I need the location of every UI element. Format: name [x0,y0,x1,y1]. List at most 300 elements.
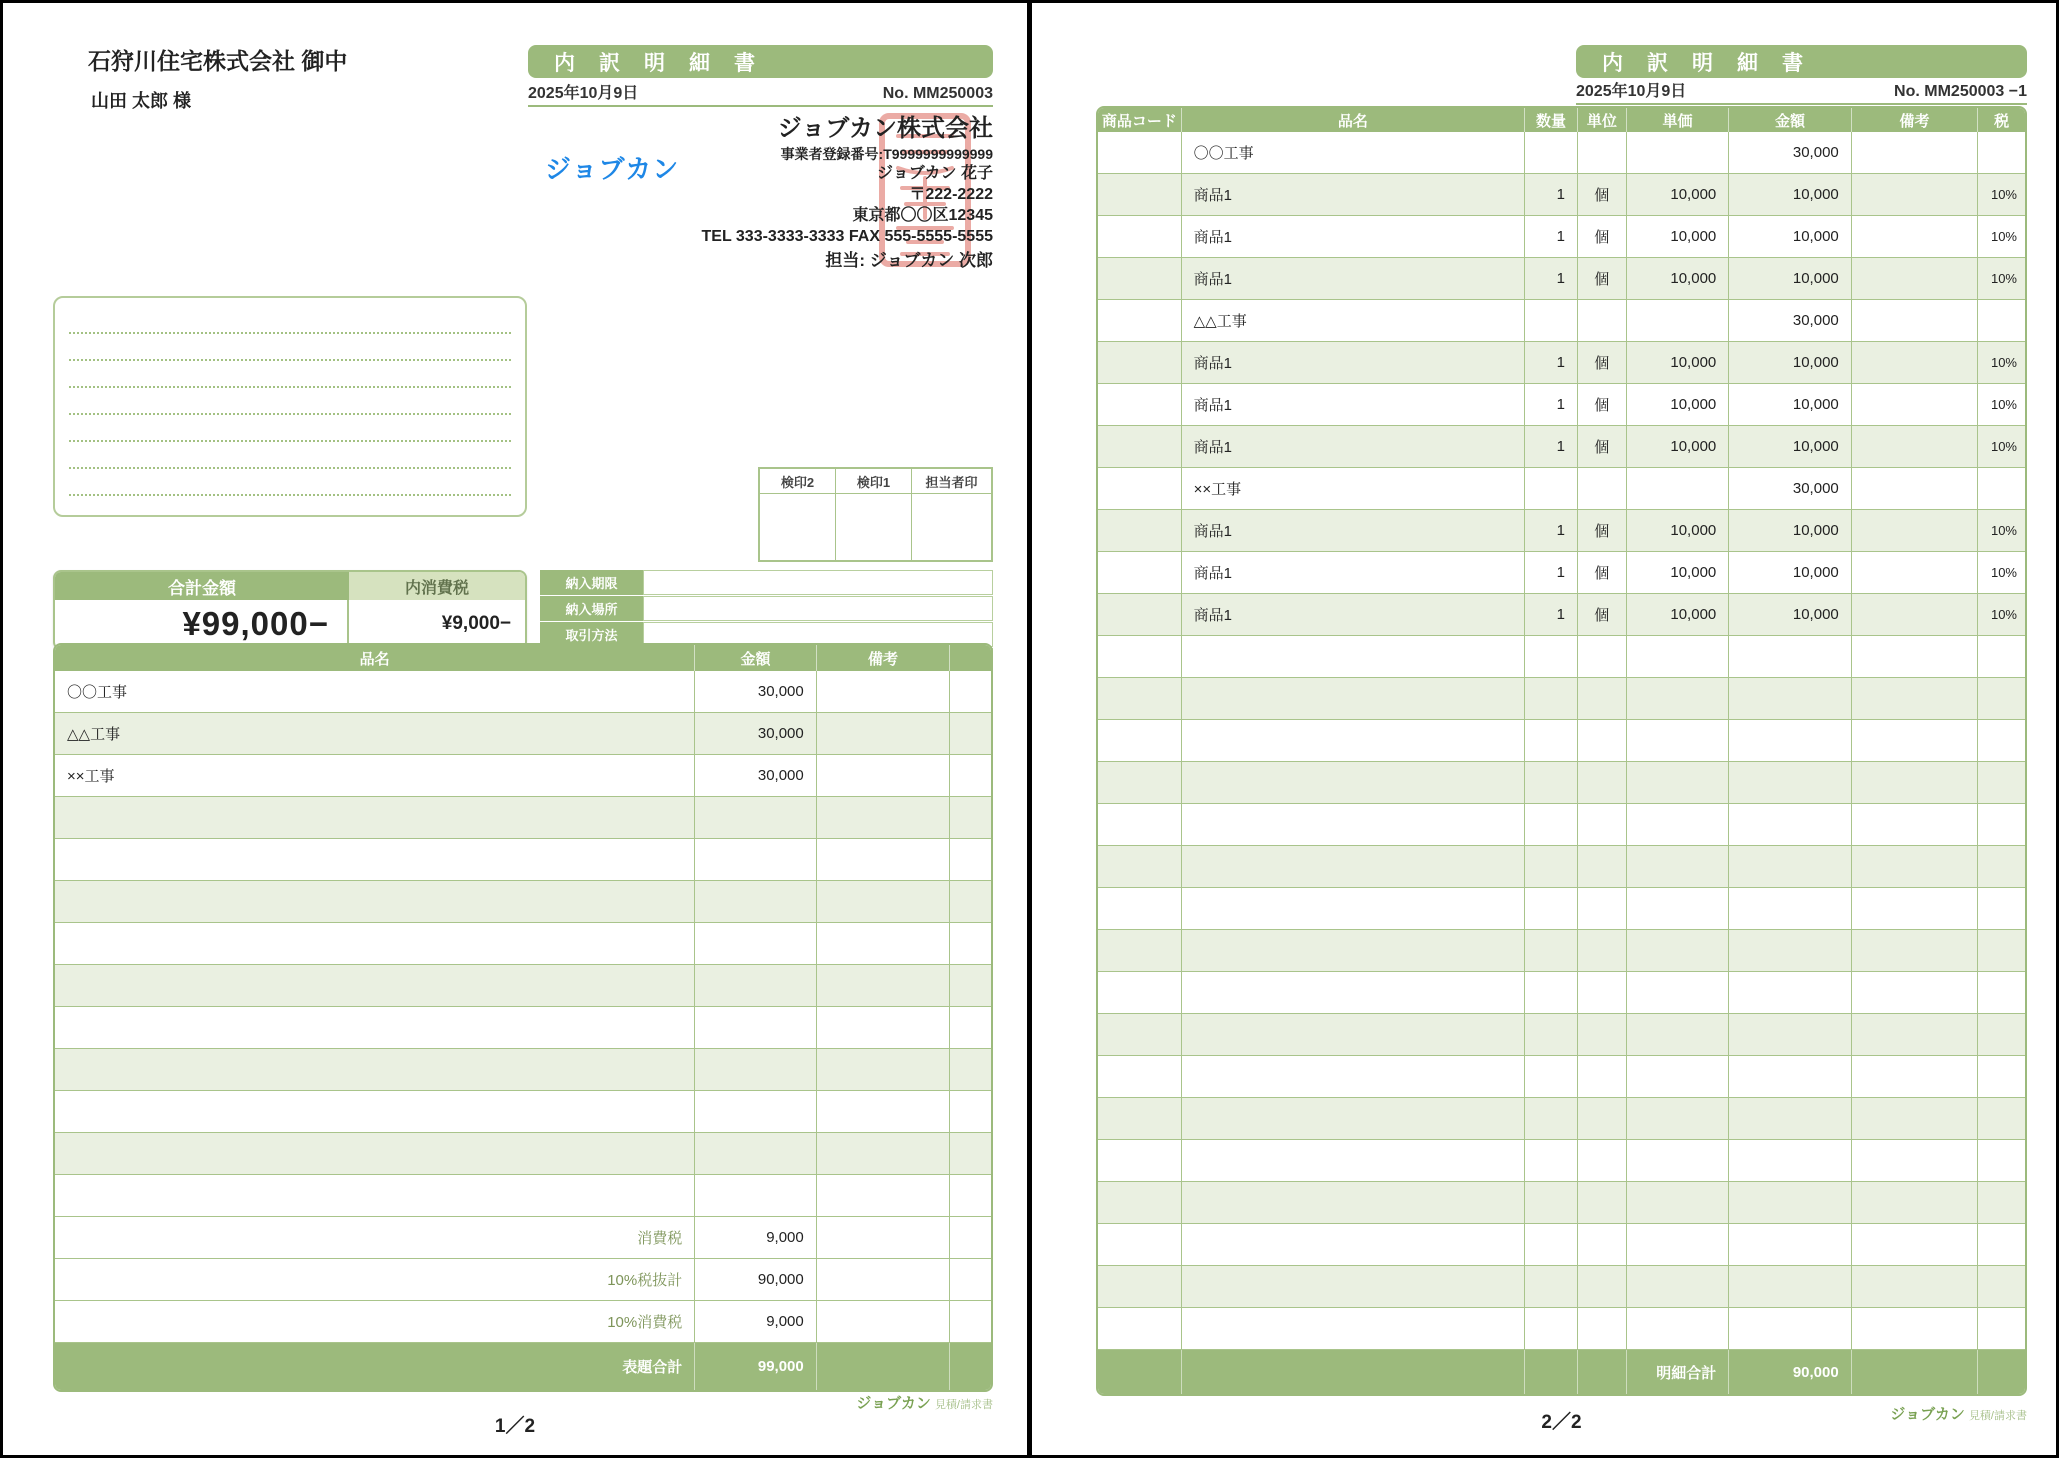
tax-rate-cell [1978,972,2025,1013]
note-cell [1852,132,1978,173]
table-row [55,671,991,713]
item-name-cell: △△工事 [1182,300,1525,341]
unit-cell [1578,678,1627,719]
column-header-note: 備考 [817,645,950,671]
note-cell [1852,972,1978,1013]
table-row [1098,720,2025,762]
total-label: 明細合計 [1627,1350,1730,1394]
blank-cell [950,671,991,712]
issuer-postal-code: 〒222-2222 [909,186,993,204]
note-cell [1852,1098,1978,1139]
document-title-banner: 内訳明細書 [1576,45,2027,78]
amount-cell: 10,000 [1729,384,1852,425]
item-name-cell [1182,678,1525,719]
item-name-cell [55,1049,695,1090]
amount-cell [695,1049,817,1090]
note-cell [1852,678,1978,719]
tax-rate-cell [1978,636,2025,677]
table-row [1098,1098,2025,1140]
tax-rate-cell [1978,678,2025,719]
product-code-cell [1098,1182,1182,1223]
note-cell [1852,216,1978,257]
unit-cell: 個 [1578,426,1627,467]
approval-seal-cell [912,494,991,560]
unit-price-cell: 10,000 [1627,342,1730,383]
note-cell [1852,300,1978,341]
item-name-cell: △△工事 [55,713,695,754]
quantity-cell: 1 [1525,594,1578,635]
unit-price-cell [1627,1308,1730,1349]
blank-cell [950,839,991,880]
approval-header: 検印1 [836,469,912,493]
item-name-cell [55,881,695,922]
memo-dotted-line [69,440,511,442]
quantity-cell: 1 [1525,426,1578,467]
tax-rate-cell: 10% [1990,187,2017,202]
amount-cell: 10,000 [1729,594,1852,635]
tax-rate-cell [1978,930,2025,971]
item-name-cell [1182,1266,1525,1307]
table-row [55,965,991,1007]
item-name-cell [1182,1182,1525,1223]
table-row [1098,888,2025,930]
note-cell [817,713,950,754]
summary-amount: 90,000 [695,1259,817,1300]
unit-price-cell [1627,1056,1730,1097]
table-header-row [1098,108,2025,132]
amount-cell: 10,000 [1729,510,1852,551]
product-code-cell [1098,552,1182,593]
product-code-cell [1098,846,1182,887]
unit-cell: 個 [1578,216,1627,257]
tax-rate-cell: 10% [1990,523,2017,538]
item-name-cell [1182,930,1525,971]
column-header-note: 備考 [1852,108,1978,132]
grand-total-value: ¥99,000− [55,600,349,648]
blank-cell [950,923,991,964]
note-cell [1852,552,1978,593]
unit-cell [1578,762,1627,803]
approval-seal-cell [836,494,912,560]
issue-date: 2025年10月9日 [528,85,639,102]
note-cell [817,923,950,964]
tax-rate-cell [1978,804,2025,845]
note-cell [817,1049,950,1090]
amount-cell [695,965,817,1006]
page-1 [3,3,1027,1455]
amount-cell [695,923,817,964]
footer-doc-type: 見積/請求書 [1968,1410,2027,1422]
quantity-cell [1525,804,1578,845]
tax-rate-cell [1978,1266,2025,1307]
memo-dotted-line [69,467,511,469]
amount-cell [1729,636,1852,677]
note-cell [817,1133,950,1174]
product-code-cell [1098,804,1182,845]
unit-cell [1578,1014,1627,1055]
customer-person: 山田 太郎 様 [91,91,192,111]
item-name-cell [1182,762,1525,803]
unit-cell [1578,1308,1627,1349]
table-row [1098,174,2025,216]
quantity-cell [1525,1266,1578,1307]
quantity-cell [1525,888,1578,929]
total-amount: 99,000 [695,1343,817,1390]
unit-cell [1578,1224,1627,1265]
product-code-cell [1098,510,1182,551]
footer-brand-name: ジョブカン [1890,1406,1965,1423]
amount-cell: 10,000 [1729,216,1852,257]
table-row [55,1091,991,1133]
unit-price-cell [1627,1266,1730,1307]
unit-cell: 個 [1578,258,1627,299]
table-row [1098,1308,2025,1350]
customer-company: 石狩川住宅株式会社 御中 [88,48,348,74]
amount-cell: 30,000 [1729,300,1852,341]
unit-price-cell: 10,000 [1627,594,1730,635]
unit-cell [1578,1056,1627,1097]
column-header-product-code: 商品コード [1098,108,1182,132]
product-code-cell [1098,1308,1182,1349]
unit-price-cell: 10,000 [1627,258,1730,299]
note-cell [1852,1308,1978,1349]
document-number: No. MM250003 −1 [1894,83,2027,100]
amount-cell [1729,972,1852,1013]
product-code-cell [1098,174,1182,215]
memo-dotted-line [69,413,511,415]
note-cell [1852,1014,1978,1055]
quantity-cell: 1 [1525,258,1578,299]
amount-cell [1729,1308,1852,1349]
footer-brand-name: ジョブカン [856,1395,931,1412]
amount-cell [1729,804,1852,845]
table-row [55,713,991,755]
unit-price-cell [1627,1098,1730,1139]
item-name-cell: 商品1 [1182,384,1525,425]
product-code-cell [1098,300,1182,341]
item-name-cell: 〇〇工事 [55,671,695,712]
approval-header: 担当者印 [925,474,978,490]
date-row [528,81,993,107]
table-row [1098,342,2025,384]
unit-cell: 個 [1578,594,1627,635]
table-row [1098,1224,2025,1266]
unit-cell [1578,636,1627,677]
tax-rate-cell [1978,468,2025,509]
table-row [1098,384,2025,426]
product-code-cell [1098,384,1182,425]
unit-price-cell: 10,000 [1627,384,1730,425]
product-code-cell [1098,678,1182,719]
amount-cell [1729,1140,1852,1181]
quantity-cell: 1 [1525,552,1578,593]
column-header-item: 品名 [1182,108,1526,132]
unit-cell [1578,720,1627,761]
item-name-cell: 商品1 [1182,594,1525,635]
column-header-item: 品名 [55,645,695,671]
item-name-cell: 商品1 [1182,216,1525,257]
page-indicator: 2／2 [1541,1412,1582,1433]
amount-cell: 10,000 [1729,174,1852,215]
product-code-cell [1098,930,1182,971]
document-number: No. MM250003 [882,85,993,102]
note-cell [1852,846,1978,887]
item-name-cell: 商品1 [1182,510,1525,551]
item-name-cell [1182,972,1525,1013]
table-row [1098,552,2025,594]
amount-cell [1729,846,1852,887]
tax-rate-cell [1978,1182,2025,1223]
issue-date: 2025年10月9日 [1576,83,1687,100]
table-row [1098,972,2025,1014]
table-row [55,839,991,881]
unit-price-cell [1627,804,1730,845]
blank-cell [950,1133,991,1174]
product-code-cell [1098,216,1182,257]
note-cell [1852,888,1978,929]
table-row [55,1049,991,1091]
unit-price-cell [1627,300,1730,341]
terms-row [540,570,993,595]
note-cell [817,755,950,796]
summary-amount: 9,000 [695,1301,817,1342]
total-label: 表題合計 [55,1343,695,1390]
approval-header-row [760,469,991,494]
approval-seal-table [758,467,993,562]
amount-cell [1729,678,1852,719]
grand-total-label: 合計金額 [55,572,349,600]
amount-cell [695,839,817,880]
amount-cell [1729,720,1852,761]
item-name-cell: 商品1 [1182,258,1525,299]
product-code-cell [1098,888,1182,929]
product-code-cell [1098,594,1182,635]
note-cell [817,965,950,1006]
table-body [55,671,991,1217]
tax-rate-cell [1978,1098,2025,1139]
quantity-cell [1525,1224,1578,1265]
terms-label: 取引方法 [540,622,643,647]
unit-cell [1578,132,1627,173]
table-row [1098,426,2025,468]
quantity-cell: 1 [1525,510,1578,551]
amount-cell [1729,1182,1852,1223]
tax-rate-cell [1978,1140,2025,1181]
issuer-contact-person: 担当: ジョブカン 次郎 [825,250,993,270]
table-body [1098,132,2025,1350]
note-cell [1852,1140,1978,1181]
table-row [1098,762,2025,804]
amount-cell [1729,1098,1852,1139]
unit-cell: 個 [1578,342,1627,383]
note-cell [1852,1266,1978,1307]
unit-cell [1578,1140,1627,1181]
note-cell [1852,594,1978,635]
note-cell [1852,762,1978,803]
product-code-cell [1098,1014,1182,1055]
item-name-cell: 〇〇工事 [1182,132,1525,173]
tax-rate-cell: 10% [1990,565,2017,580]
table-row [55,1133,991,1175]
table-row [1098,1182,2025,1224]
blank-cell [950,797,991,838]
unit-price-cell [1627,1224,1730,1265]
unit-cell [1578,300,1627,341]
footer-doc-type: 見積/請求書 [934,1399,993,1411]
blank-cell [950,1049,991,1090]
column-header-amount: 金額 [695,645,816,671]
footer-brand [856,1392,993,1413]
terms-label: 納入期限 [540,570,643,595]
quantity-cell [1525,930,1578,971]
item-name-cell: 商品1 [1182,552,1525,593]
unit-cell [1578,1098,1627,1139]
unit-cell [1578,888,1627,929]
item-name-cell [1182,636,1525,677]
unit-price-cell [1627,678,1730,719]
tax-rate-cell: 10% [1990,271,2017,286]
amount-cell: 10,000 [1729,426,1852,467]
item-name-cell [55,923,695,964]
product-code-cell [1098,636,1182,677]
amount-cell [1729,1224,1852,1265]
product-code-cell [1098,762,1182,803]
quantity-cell [1525,636,1578,677]
unit-price-cell [1627,636,1730,677]
unit-price-cell [1627,1140,1730,1181]
note-cell [1852,384,1978,425]
terms-label: 納入場所 [540,596,643,621]
tax-rate-cell: 10% [1990,607,2017,622]
terms-value [643,570,993,595]
tax-rate-cell [1978,888,2025,929]
note-cell [1852,1056,1978,1097]
amount-cell: 30,000 [1729,132,1852,173]
quantity-cell: 1 [1525,384,1578,425]
unit-price-cell [1627,930,1730,971]
unit-price-cell [1627,720,1730,761]
table-row [1098,216,2025,258]
tax-rate-cell [1978,846,2025,887]
amount-cell: 30,000 [1729,468,1852,509]
included-tax-label: 内消費税 [349,572,525,600]
table-row [55,797,991,839]
tax-rate-cell [1978,720,2025,761]
unit-price-cell [1627,762,1730,803]
quantity-cell [1525,132,1578,173]
memo-dotted-line [69,359,511,361]
table-row [1098,132,2025,174]
note-cell [1852,930,1978,971]
unit-cell [1578,804,1627,845]
tax-rate-cell: 10% [1990,439,2017,454]
table-summary [55,1217,991,1343]
column-header-quantity: 数量 [1525,108,1578,132]
table-row [1098,678,2025,720]
summary-label: 消費税 [55,1217,695,1258]
product-code-cell [1098,1056,1182,1097]
table-row [1098,636,2025,678]
item-name-cell: 商品1 [1182,342,1525,383]
item-name-cell: 商品1 [1182,174,1525,215]
jobcan-logo: ジョブカン [545,154,680,184]
quantity-cell [1525,720,1578,761]
unit-price-cell [1627,846,1730,887]
unit-cell: 個 [1578,174,1627,215]
blank-cell [950,1091,991,1132]
product-code-cell [1098,1266,1182,1307]
item-name-cell [1182,720,1525,761]
amount-cell: 30,000 [695,671,817,712]
quantity-cell [1525,468,1578,509]
item-name-cell: ××工事 [55,755,695,796]
total-amount: 90,000 [1729,1350,1852,1394]
unit-price-cell [1627,468,1730,509]
note-cell [1852,426,1978,467]
note-cell [1852,804,1978,845]
amount-cell [1729,1014,1852,1055]
memo-dotted-line [69,494,511,496]
unit-cell [1578,930,1627,971]
item-name-cell [1182,888,1525,929]
memo-dotted-line [69,332,511,334]
note-cell [1852,174,1978,215]
quantity-cell: 1 [1525,174,1578,215]
blank-cell [950,1175,991,1216]
amount-cell [1729,1266,1852,1307]
product-code-cell [1098,342,1182,383]
unit-price-cell: 10,000 [1627,510,1730,551]
product-code-cell [1098,972,1182,1013]
tax-rate-cell [1978,300,2025,341]
quantity-cell [1525,762,1578,803]
detail-table [1096,106,2027,1396]
tax-rate-cell [1978,1224,2025,1265]
product-code-cell [1098,426,1182,467]
table-total-row [55,1343,991,1390]
amount-cell [695,1133,817,1174]
memo-box [53,296,527,517]
quantity-cell [1525,1308,1578,1349]
note-cell [1852,1182,1978,1223]
amount-cell: 10,000 [1729,552,1852,593]
blank-cell [950,881,991,922]
amount-cell [695,797,817,838]
unit-price-cell: 10,000 [1627,552,1730,593]
column-header-tax: 税 [1994,112,2010,130]
tax-rate-cell: 10% [1990,229,2017,244]
quantity-cell [1525,1056,1578,1097]
table-row [1098,1056,2025,1098]
tax-rate-cell [1978,132,2025,173]
product-code-cell [1098,1140,1182,1181]
quantity-cell [1525,846,1578,887]
quantity-cell [1525,300,1578,341]
table-row [1098,594,2025,636]
column-header-amount: 金額 [1729,108,1851,132]
note-cell [817,1091,950,1132]
note-cell [1852,636,1978,677]
tax-rate-cell [1978,1014,2025,1055]
item-name-cell [55,1091,695,1132]
table-header-row [55,645,991,671]
column-header-unit: 単位 [1578,108,1627,132]
table-row [1098,1140,2025,1182]
unit-cell: 個 [1578,552,1627,593]
table-row [1098,930,2025,972]
item-name-cell [1182,804,1525,845]
unit-price-cell [1627,888,1730,929]
